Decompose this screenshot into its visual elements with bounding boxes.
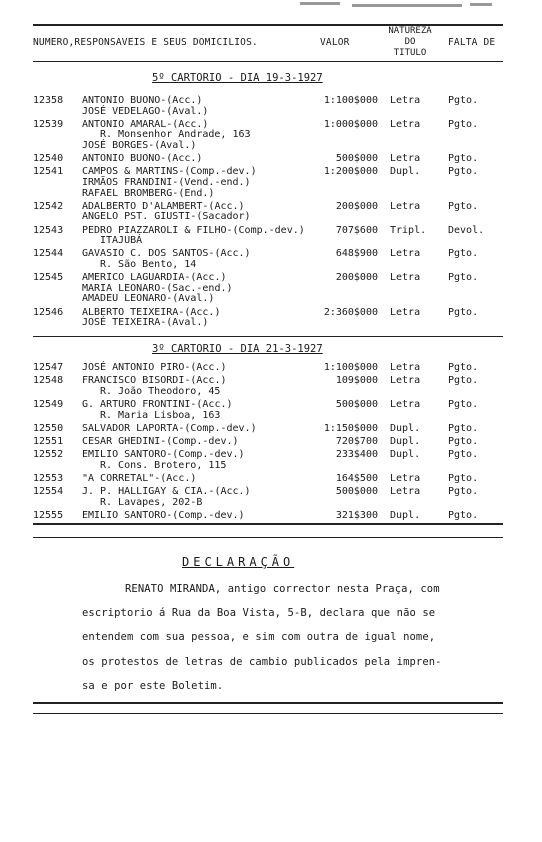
protest-natureza: Letra — [390, 473, 421, 484]
protest-value: 321$300 — [335, 510, 378, 521]
party-name: G. ARTURO FRONTINI-(Acc.) — [82, 399, 233, 410]
section-title: 3º CARTORIO - DIA 21-3-1927 — [152, 343, 323, 355]
protest-value: 500$000 — [335, 486, 378, 498]
party-name: ALBERTO TEIXEIRA-(Acc.) — [82, 306, 221, 318]
protest-natureza: Dupl. — [390, 422, 421, 434]
scan-mark — [470, 3, 492, 6]
header-numero: NUMERO,RESPONSAVEIS E SEUS DOMICILIOS. — [33, 37, 258, 48]
protest-falta: Pgto. — [448, 436, 479, 447]
protest-natureza: Letra — [390, 272, 421, 284]
protest-natureza: Letra — [390, 306, 421, 318]
section-separator — [33, 336, 503, 337]
party-address: ITAJUBÁ — [100, 235, 143, 247]
party-name: FRANCISCO BISORDI-(Acc.) — [82, 375, 227, 387]
header-top-rule — [33, 24, 503, 26]
party-name: ANTONIO BUONO-(Acc.) — [82, 95, 203, 106]
protest-value: 109$000 — [335, 375, 378, 387]
party-name: ANTONIO BUONO-(Acc.) — [82, 153, 203, 165]
protest-natureza: Dupl. — [390, 449, 421, 461]
protest-value: 707$600 — [335, 224, 378, 236]
party-name: ADALBERTO D'ALAMBERT-(Acc.) — [82, 200, 245, 212]
protest-falta: Pgto. — [448, 118, 479, 130]
protest-natureza: Letra — [390, 200, 421, 212]
protest-number: 12547 — [33, 362, 64, 373]
protest-natureza: Letra — [390, 486, 421, 498]
section-title: 5º CARTORIO - DIA 19-3-1927 — [152, 72, 323, 84]
protest-natureza: Letra — [390, 362, 421, 373]
protest-number: 12545 — [33, 272, 64, 284]
party-name: GAVASIO C. DOS SANTOS-(Acc.) — [82, 248, 251, 260]
party-address: R. Monsenhor Andrade, 163 — [100, 129, 251, 141]
protest-number: 12544 — [33, 248, 64, 260]
declaracao-line: sa e por este Boletim. — [82, 680, 224, 692]
protest-value: 164$500 — [335, 473, 378, 484]
protest-number: 12546 — [33, 306, 64, 318]
protest-value: 648$900 — [335, 248, 378, 260]
scan-mark — [300, 2, 340, 5]
protest-number: 12543 — [33, 224, 64, 236]
protest-natureza: Letra — [390, 248, 421, 260]
party-name: ANGELO PST. GIUSTI-(Sacador) — [82, 211, 251, 223]
header-valor: VALOR — [320, 37, 350, 48]
protest-falta: Pgto. — [448, 473, 479, 484]
protest-number: 12541 — [33, 166, 64, 178]
protest-natureza: Letra — [390, 399, 421, 410]
header-bottom-rule — [33, 61, 503, 62]
protest-number: 12542 — [33, 200, 64, 212]
protest-value: 1:150$000 — [323, 422, 378, 434]
header-natureza-3: TITULO — [393, 48, 427, 58]
protest-natureza: Letra — [390, 153, 421, 165]
party-name: JOSÉ VEDELAGO-(Aval.) — [82, 105, 209, 117]
protest-value: 200$000 — [335, 272, 378, 284]
protest-number: 12555 — [33, 510, 64, 521]
protest-natureza: Dupl. — [390, 510, 421, 521]
protest-value: 720$700 — [335, 436, 378, 447]
declaracao-line: RENATO MIRANDA, antigo corrector nesta Praça, com — [125, 583, 440, 595]
party-name: CESAR GHEDINI-(Comp.-dev.) — [82, 436, 239, 447]
declaracao-line: entendem com sua pessoa, e sim com outra de igual nome, — [82, 631, 436, 643]
protest-falta: Pgto. — [448, 510, 479, 521]
party-name: AMERICO LAGUARDIA-(Acc.) — [82, 272, 227, 284]
protest-value: 1:100$000 — [323, 95, 378, 106]
party-address: R. São Bento, 14 — [100, 259, 197, 270]
protest-falta: Pgto. — [448, 422, 479, 434]
protest-value: 200$000 — [335, 200, 378, 212]
protest-number: 12551 — [33, 436, 64, 447]
party-name: J. P. HALLIGAY & CIA.-(Acc.) — [82, 486, 251, 498]
protest-falta: Pgto. — [448, 248, 479, 260]
party-name: JOSÉ TEIXEIRA-(Aval.) — [82, 317, 209, 329]
protest-number: 12539 — [33, 118, 64, 130]
party-address: R. Maria Lisboa, 163 — [100, 409, 221, 421]
protest-falta: Pgto. — [448, 362, 479, 373]
protest-number: 12358 — [33, 95, 64, 106]
party-name: EMILIO SANTORO-(Comp.-dev.) — [82, 449, 245, 461]
party-name: "A CORRETAL"-(Acc.) — [82, 473, 197, 484]
protest-falta: Pgto. — [448, 95, 479, 106]
protest-value: 500$000 — [335, 399, 378, 410]
protest-falta: Pgto. — [448, 153, 479, 165]
party-name: IRMÃOS FRANDINI-(Vend.-end.) — [82, 177, 251, 188]
table-bottom-rule-2 — [33, 537, 503, 538]
protest-value: 233$400 — [335, 449, 378, 461]
header-falta: FALTA DE — [448, 37, 496, 48]
header-natureza-2: DO — [404, 37, 416, 47]
party-name: PEDRO PIAZZAROLI & FILHO-(Comp.-dev.) — [82, 224, 305, 236]
protest-number: 12554 — [33, 486, 64, 498]
protest-natureza: Letra — [390, 95, 421, 106]
protest-natureza: Dupl. — [390, 166, 421, 178]
protest-value: 1:200$000 — [323, 166, 378, 178]
protest-falta: Pgto. — [448, 306, 479, 318]
protest-value: 1:000$000 — [323, 118, 378, 130]
party-name: AMADEU LEONARO-(Aval.) — [82, 293, 215, 305]
protest-natureza: Dupl. — [390, 436, 421, 447]
protest-falta: Pgto. — [448, 200, 479, 212]
scan-mark — [352, 4, 462, 7]
declaracao-line: escriptorio á Rua da Boa Vista, 5-B, declara que não se — [82, 607, 436, 619]
party-name: ANTONIO AMARAL-(Acc.) — [82, 118, 209, 130]
protest-falta: Pgto. — [448, 399, 479, 410]
protest-number: 12552 — [33, 449, 64, 461]
party-address: R. Lavapes, 202-B — [100, 496, 203, 508]
protest-value: 1:100$000 — [323, 362, 378, 373]
header-natureza-1: NATUREZA — [388, 26, 432, 36]
table-bottom-rule — [33, 523, 503, 525]
declaracao-bottom-rule-2 — [33, 713, 503, 714]
protest-value: 500$000 — [335, 153, 378, 165]
party-name: CAMPOS & MARTINS-(Comp.-dev.) — [82, 166, 257, 178]
protest-falta: Devol. — [448, 224, 485, 236]
party-address: R. Cons. Brotero, 115 — [100, 459, 227, 471]
protest-natureza: Tripl. — [390, 224, 427, 236]
party-name: MARIA LEONARO-(Sac.-end.) — [82, 282, 233, 294]
declaracao-bottom-rule — [33, 702, 503, 704]
protest-falta: Pgto. — [448, 486, 479, 498]
party-name: EMILIO SANTORO-(Comp.-dev.) — [82, 510, 245, 521]
protest-falta: Pgto. — [448, 272, 479, 284]
protest-number: 12548 — [33, 375, 64, 387]
party-name: JOSÉ BORGES-(Aval.) — [82, 140, 197, 151]
declaracao-line: os protestos de letras de cambio publicados pela impren- — [82, 656, 442, 668]
protest-falta: Pgto. — [448, 166, 479, 178]
protest-number: 12550 — [33, 422, 64, 434]
party-address: R. João Theodoro, 45 — [100, 385, 221, 397]
protest-number: 12553 — [33, 473, 64, 484]
protest-falta: Pgto. — [448, 375, 479, 387]
declaracao-title: DECLARAÇÃO — [182, 555, 295, 569]
protest-number: 12540 — [33, 153, 64, 165]
party-name: JOSÉ ANTONIO PIRO-(Acc.) — [82, 362, 227, 373]
protest-natureza: Letra — [390, 118, 421, 130]
protest-natureza: Letra — [390, 375, 421, 387]
party-name: RAFAEL BROMBERG-(End.) — [82, 187, 215, 199]
protest-number: 12549 — [33, 399, 64, 410]
protest-value: 2:360$000 — [323, 306, 378, 318]
protest-falta: Pgto. — [448, 449, 479, 461]
party-name: SALVADOR LAPORTA-(Comp.-dev.) — [82, 422, 257, 434]
